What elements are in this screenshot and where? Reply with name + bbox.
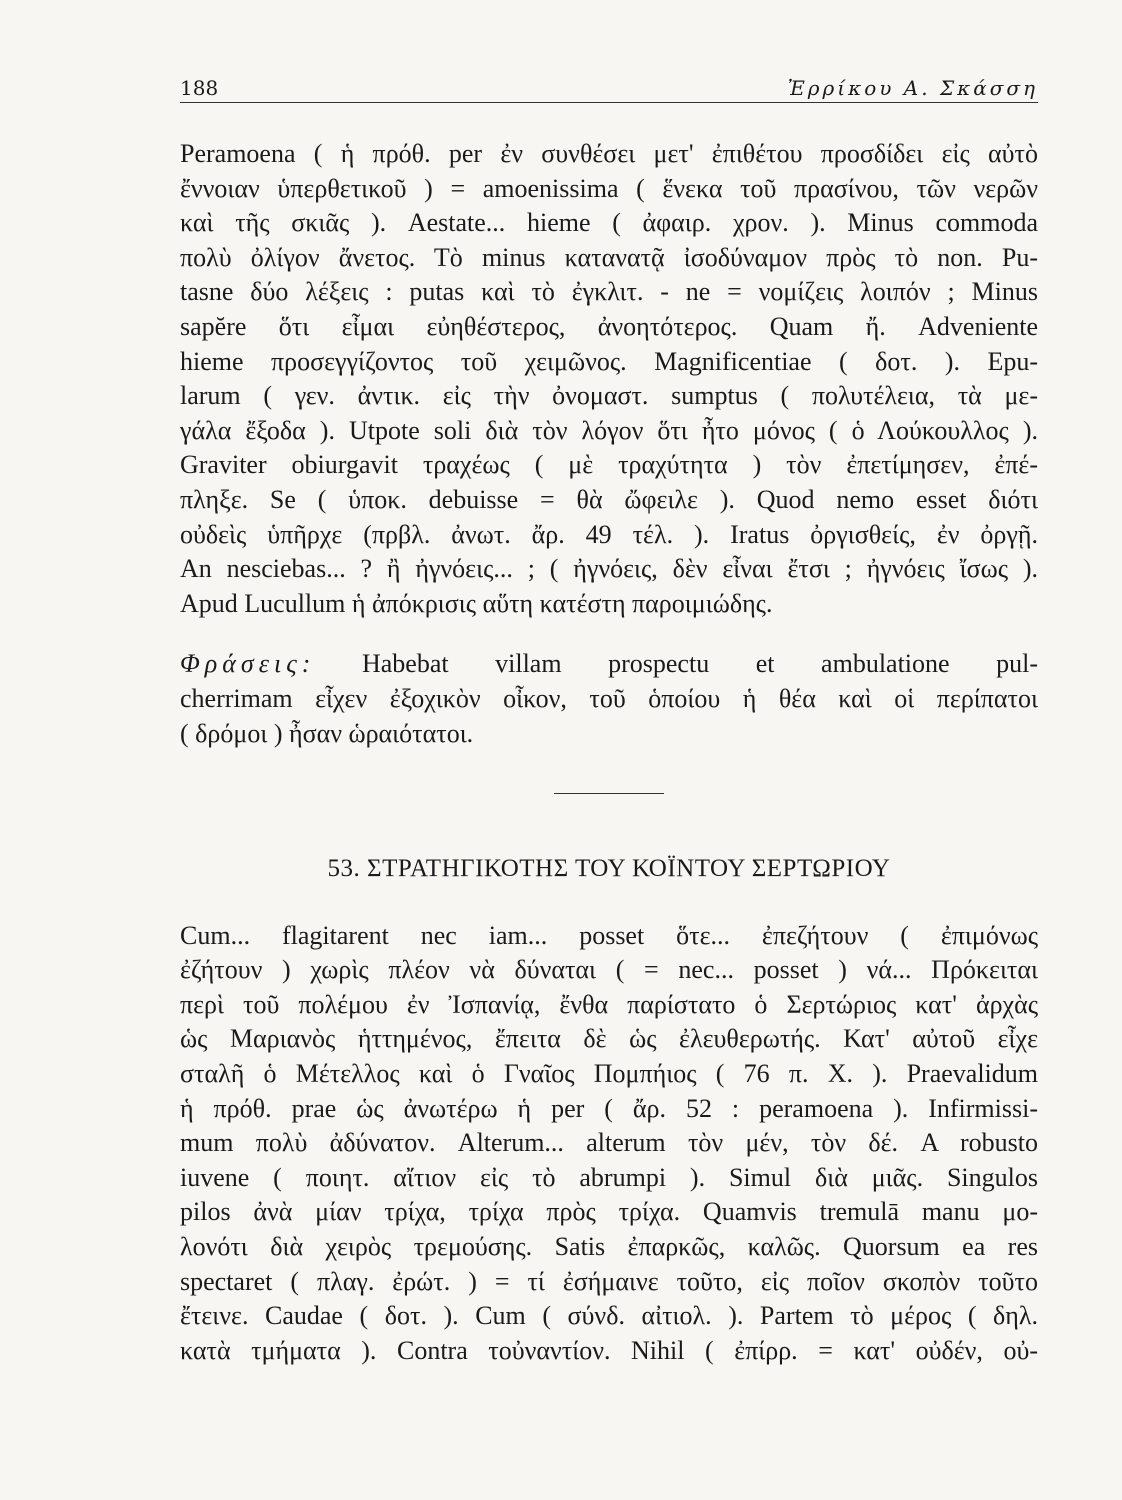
page — [180, 72, 1038, 1368]
section-divider — [554, 793, 664, 794]
text-line: ὡς Μαριανὸς ἡττημένος, ἔπειτα δὲ ὡς ἐλευθερωτής. Κατ' αὐτοῦ εἶχε — [180, 1024, 1038, 1054]
text-line: λονότι διὰ χειρὸς τρεμούσης. Satis ἐπαρκῶς, καλῶς. Quorsum ea res — [180, 1232, 1038, 1262]
section-heading: 53. ΣΤΡΑΤΗΓΙΚΟΤΗΣ ΤΟΥ ΚΟΪΝΤΟΥ ΣΕΡΤΩΡΙΟΥ — [327, 855, 891, 883]
running-header — [180, 72, 1038, 103]
text-line: sapĕre ὅτι εἶμαι εὐηθέστερος, ἀνοητότερος. Quam ἤ. Adveniente — [180, 311, 1038, 341]
text-line: ἔννοιαν ὑπερθετικοῦ ) = amoenissima ( ἕνεκα τοῦ πρασίνου, τῶν νερῶν — [180, 173, 1038, 203]
text-line: mum πολὺ ἀδύνατον. Alterum... alterum τὸν μέν, τὸν δέ. A robusto — [180, 1128, 1038, 1158]
text-line: κατὰ τμήματα ). Contra τοὐναντίον. Nihil ( ἐπίρρ. = κατ' οὐδέν, οὐ- — [180, 1335, 1038, 1365]
text-line: Cum... flagitarent nec iam... posset ὅτε... ἐπεζήτουν ( ἐπιμόνως — [180, 920, 1038, 950]
text-line: περὶ τοῦ πολέμου ἐν Ἰσπανίᾳ, ἔνθα παρίστατο ὁ Σερτώριος κατ' ἀρχὰς — [180, 989, 1038, 1019]
text-line: tasne δύο λέξεις : putas καὶ τὸ ἐγκλιτ. - ne = νομίζεις λοιπόν ; Minus — [180, 277, 1038, 307]
text-line: σταλῆ ὁ Μέτελλος καὶ ὁ Γναῖος Πομπήιος ( 76 π. Χ. ). Praevalidum — [180, 1059, 1038, 1089]
text-line: ἡ πρόθ. prae ὡς ἀνωτέρω ἡ per ( ἄρ. 52 : peramoena ). Infirmissi- — [180, 1093, 1038, 1123]
text-line: καὶ τῆς σκιᾶς ). Aestate... hieme ( ἀφαιρ. χρον. ). Minus commoda — [180, 208, 1038, 238]
text-line: Graviter obiurgavit τραχέως ( μὲ τραχύτητα ) τὸν ἐπετίμησεν, ἐπέ- — [180, 450, 1038, 480]
text-line: Peramoena ( ἡ πρόθ. per ἐν συνθέσει μετ' ἐπιθέτου προσδίδει εἰς αὐτὸ — [180, 139, 1038, 168]
text-line: pilos ἀνὰ μίαν τρίχα, τρίχα πρὸς τρίχα. Quamvis tremulā manu μο- — [180, 1197, 1038, 1227]
text-line: hieme προσεγγίζοντος τοῦ χειμῶνος. Magnificentiae ( δοτ. ). Epu- — [180, 346, 1038, 376]
phrases-first-line-text: Habebat villam prospectu et ambulatione pul- — [361, 649, 1038, 679]
text-line: ἐζήτουν ) χωρὶς πλέον νὰ δύναται ( = nec... posset ) νά... Πρόκειται — [180, 955, 1038, 985]
paragraph-commentary — [180, 137, 1038, 1368]
text-line: cherrimam εἶχεν ἐξοχικὸν οἶκον, τοῦ ὁποίου ἡ θέα καὶ οἱ περίπατοι — [180, 683, 1038, 713]
text-line: γάλα ἔξοδα ). Utpote soli διὰ τὸν λόγον ὅτι ἦτο μόνος ( ὁ Λούκουλλος ). — [180, 415, 1038, 445]
phrases-label: Φράσεις: — [180, 649, 316, 679]
running-title: Ἐρρίκου Α. Σκάσση — [787, 76, 1038, 100]
text-line: ( δρόμοι ) ἦσαν ὡραιότατοι. — [180, 718, 474, 748]
text-line: iuvene ( ποιητ. αἴτιον εἰς τὸ abrumpi ). Simul διὰ μιᾶς. Singulos — [180, 1162, 1038, 1192]
text-line: spectaret ( πλαγ. ἐρώτ. ) = τί ἐσήμαινε τοῦτο, εἰς ποῖον σκοπὸν τοῦτο — [180, 1266, 1038, 1296]
text-line: οὐδεὶς ὑπῆρχε (πρβλ. ἀνωτ. ἄρ. 49 τέλ. ). Iratus ὀργισθείς, ἐν ὀργῇ. — [180, 519, 1038, 549]
text-line: ἔτεινε. Caudae ( δοτ. ). Cum ( σύνδ. αἰτιολ. ). Partem τὸ μέρος ( δηλ. — [180, 1301, 1038, 1331]
text-line: An nesciebas... ? ἢ ἠγνόεις... ; ( ἠγνόεις, δὲν εἶναι ἔτσι ; ἠγνόεις ἴσως ). — [180, 554, 1038, 584]
text-line: larum ( γεν. ἀντικ. εἰς τὴν ὀνομαστ. sumptus ( πολυτέλεια, τὰ με- — [180, 381, 1038, 411]
page-number: 188 — [180, 76, 219, 100]
paragraph-spacer — [180, 621, 1038, 647]
text-line: πολὺ ὀλίγον ἄνετος. Τὸ minus κατανατᾷ ἰσοδύναμον πρὸς τὸ non. Pu- — [180, 242, 1038, 272]
text-line: πληξε. Se ( ὑποκ. debuisse = θὰ ὤφειλε ). Quod nemo esset διότι — [180, 484, 1038, 514]
phrases-first-line — [180, 647, 1038, 682]
text-line: Apud Lucullum ἡ ἀπόκρισις αὕτη κατέστη παροιμιώδης. — [180, 588, 773, 618]
